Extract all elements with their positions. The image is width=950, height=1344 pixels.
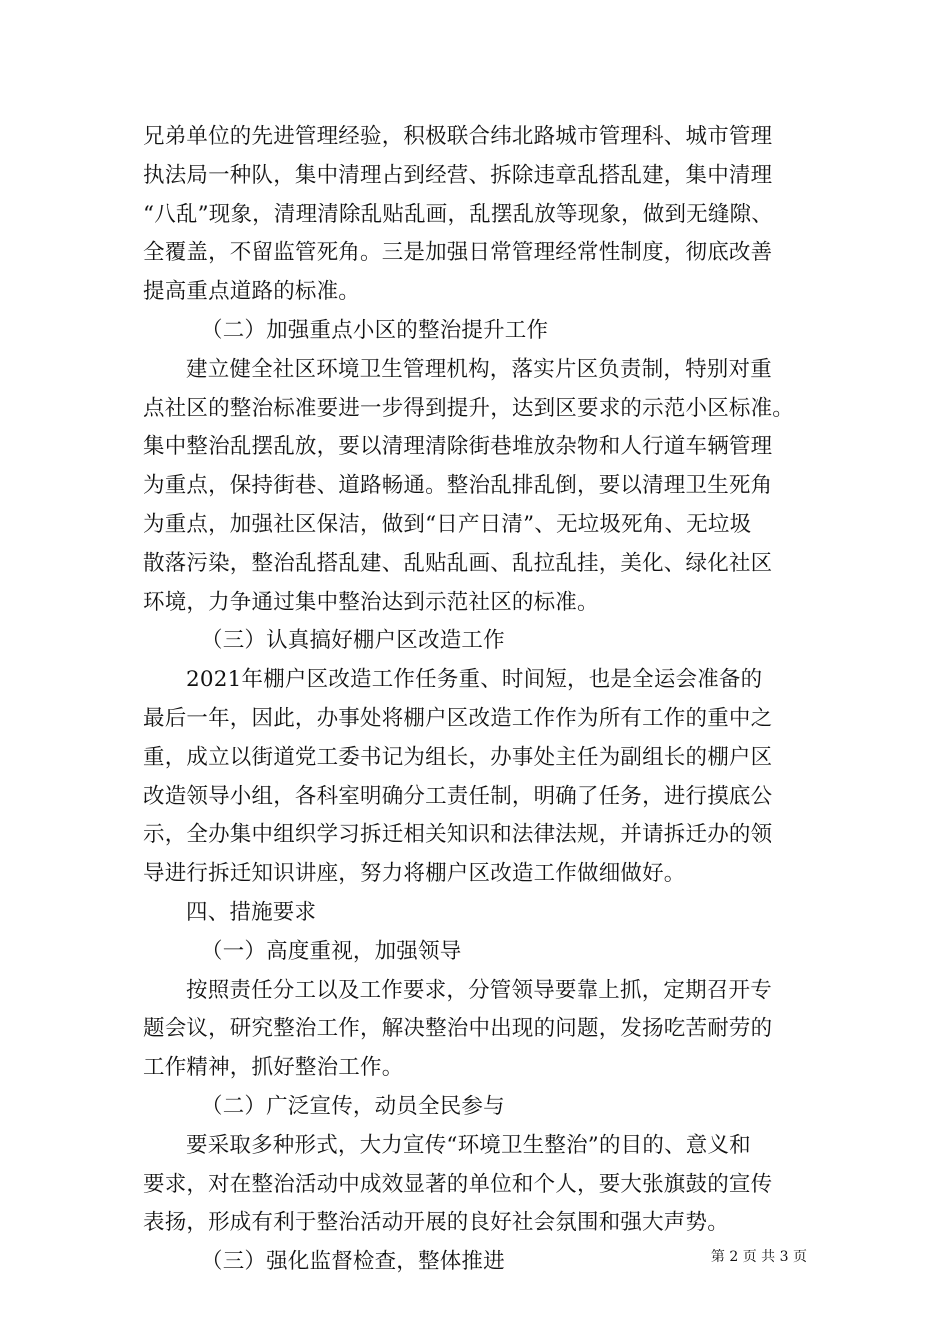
section-heading: （三）强化监督检查，整体推进 (201, 1249, 505, 1275)
body-line: 导进行拆迁知识讲座，努力将棚户区改造工作做细做好。 (143, 861, 686, 887)
body-line: 兄弟单位的先进管理经验，积极联合纬北路城市管理科、城市管理 (143, 124, 773, 149)
body-line: 为重点，保持街巷、道路畅通。整治乱排乱倒，要以清理卫生死角 (143, 473, 773, 499)
body-line: 重，成立以街道党工委书记为组长，办事处主任为副组长的棚户区 (143, 744, 773, 770)
section-heading: （二）广泛宣传，动员全民参与 (201, 1093, 505, 1119)
paragraph-first-line: 要采取多种形式，大力宣传“环境卫生整治”的目的、意义和 (186, 1132, 751, 1158)
section-heading: （一）高度重视，加强领导 (201, 938, 462, 964)
body-line: 要求，对在整治活动中成效显著的单位和个人，要大张旗鼓的宣传 (143, 1171, 773, 1197)
body-line: 集中整治乱摆乱放，要以清理清除街巷堆放杂物和人行道车辆管理 (143, 434, 773, 460)
body-line: 最后一年，因此，办事处将棚户区改造工作作为所有工作的重中之 (143, 705, 773, 731)
body-line: 散落污染，整治乱搭乱建、乱贴乱画、乱拉乱挂，美化、绿化社区 (143, 550, 773, 576)
body-line: 环境，力争通过集中整治达到示范社区的标准。 (143, 589, 599, 615)
body-line: 全覆盖，不留监管死角。三是加强日常管理经常性制度，彻底改善 (143, 240, 773, 266)
body-line: 执法局一种队，集中清理占到经营、拆除违章乱搭乱建，集中清理 (143, 162, 773, 188)
section-heading: （三）认真搞好棚户区改造工作 (201, 628, 505, 654)
body-line: 改造领导小组，各科室明确分工责任制，明确了任务，进行摸底公 (143, 783, 773, 809)
body-line: 工作精神，抓好整治工作。 (143, 1055, 404, 1081)
body-line: “八乱”现象，清理清除乱贴乱画，乱摆乱放等现象，做到无缝隙、 (143, 201, 773, 227)
paragraph-first-line: 按照责任分工以及工作要求，分管领导要靠上抓，定期召开专 (186, 977, 772, 1003)
section-heading: （二）加强重点小区的整治提升工作 (201, 317, 549, 343)
body-line: 表扬，形成有利于整治活动开展的良好社会氛围和强大声势。 (143, 1210, 729, 1236)
body-line: 提高重点道路的标准。 (143, 279, 361, 305)
body-line: 题会议，研究整治工作，解决整治中出现的问题，发扬吃苦耐劳的 (143, 1016, 773, 1042)
body-line: 示，全办集中组织学习拆迁相关知识和法律法规，并请拆迁办的领 (143, 822, 773, 848)
section-heading: 四、措施要求 (186, 899, 317, 925)
document-body (143, 118, 811, 1282)
paragraph-first-line: 建立健全社区环境卫生管理机构，落实片区负责制，特别对重 (186, 356, 772, 382)
body-line: 为重点，加强社区保洁，做到“日产日清”、无垃圾死角、无垃圾 (143, 511, 752, 537)
page-number-footer: 第 2 页 共 3 页 (710, 1249, 807, 1265)
paragraph-first-line: 2021年棚户区改造工作任务重、时间短，也是全运会准备的 (186, 667, 763, 693)
body-line: 点社区的整治标准要进一步得到提升，达到区要求的示范小区标准。 (143, 395, 795, 421)
